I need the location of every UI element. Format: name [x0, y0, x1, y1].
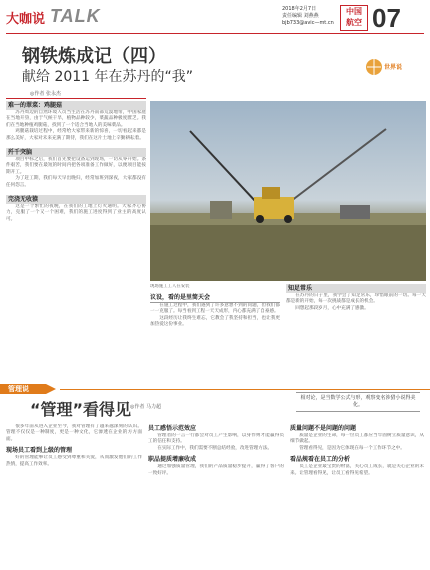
paragraph: 回想起那段岁月，心中充满了感激。: [295, 305, 369, 311]
paragraph: 通过加强质量管理，我们的产品质量稳步提升，赢得了客户的一致好评。: [148, 464, 284, 476]
sidebar-body: [286, 293, 426, 312]
paragraph: 在实际工作中，我们需要不断总结经验，改进管理方法。: [157, 445, 273, 451]
article2-intro: [6, 424, 142, 443]
article2-body-4: [290, 433, 424, 452]
article2-body-5: [290, 464, 424, 477]
paragraph: 好的管理能够让员工感受到尊重和关爱，从而激发他们的工作热情，提高工作效率。: [6, 455, 142, 467]
paragraph: 这段经历让我终生难忘，它教会了我坚持和担当，也让我更加热爱这份事业。: [150, 315, 280, 328]
article2-column-1: [6, 424, 142, 568]
section-heading-3: 完浇无收猿: [6, 195, 146, 204]
article2-title: “管理”看得见: [30, 400, 132, 419]
world-badge: [364, 56, 414, 78]
article1-middle-column: [150, 284, 280, 376]
article1-left-column: [6, 101, 146, 369]
paragraph: 项目中标之后，我们首先要把设备运到现场，一切从零开始。条件艰苦，我们要在最短的时间内把各项准备工作做好，以便项目能按期开工。: [6, 157, 146, 175]
article2-heading-5: 看品规看在员工的分析: [290, 456, 351, 464]
article2-heading-2: 员工感悟示范效应: [148, 425, 197, 432]
paragraph: 管理看得见，是因为它体现在每一个工作环节之中。: [299, 445, 405, 451]
column-name: 大咖说: [6, 12, 46, 27]
section-heading-1: 难一的翠菜：鸡腿菇: [6, 101, 146, 110]
article2-heading-4: 质量问题不是问题的问题: [290, 425, 357, 432]
newspaper-logo: [340, 5, 368, 31]
paragraph: 在苏丹的日子里，我学会了知足常乐，珍惜眼前的一切。每一天都是新的开始，每一次挑战都是成长的机会。: [286, 293, 426, 305]
paragraph: 质量是企业的生命，每一位员工都应当牢固树立质量意识，从细节做起。: [290, 433, 424, 445]
header-info: [282, 6, 348, 27]
section-body-2: [6, 157, 146, 189]
world-badge-label: 世界说: [384, 64, 403, 71]
crane-scene-image: [150, 101, 426, 281]
article2-heading-3: 职品提质增廉收成: [148, 456, 197, 464]
paragraph: 鸡腿菇栽培过程中，经常给大家带来新的惊喜，一切看起来都是那么美好，大家对未来充满了期待，我们在这片土地上辛勤耕耘着。: [6, 129, 146, 141]
paragraph: 为了赶工期，我们每天早出晚归，经常加班到深夜，大家都没有任何怨言。: [6, 176, 146, 188]
article2-column-3: [290, 424, 424, 568]
paragraph: 这是一个繁忙的夜晚，在我们的工地上灯火通明。大家齐心协力，克服了一个又一个困难，我们的施工进度得到了业主的高度认可。: [6, 204, 146, 222]
byline-rule: [6, 98, 146, 99]
section-heading-2: 歼千突脑: [6, 148, 146, 157]
sidebar-heading: 知足常乐: [286, 284, 426, 293]
pull-quote: 相对论，是当数学公式与形，观察变名涉猎小说得美化。: [296, 392, 420, 412]
page-number: 07: [372, 3, 401, 33]
section-band-rule: [60, 389, 430, 390]
issue-date: 2018年2月7日: [282, 6, 317, 12]
paragraph: 很多年前从进入企业至今，我对管理有了越来越深刻的认识。管理不仅仅是一种制度，更是一种文化，它渗透在企业的方方面面。: [6, 424, 142, 442]
paragraph: 苏丹周边的自然环境人员当生活在苏丹南部荒漠地带，中国家庭在当地开垦，由于气候干旱，植物品种较少，菜蔬品种极度匮乏。我们在当地种植鸡腿菇，找到了一个适合当地人的美味菜品。: [6, 110, 146, 128]
editor-email[interactable]: bjb733@avic—mt.cn: [282, 20, 334, 26]
header-rule: [6, 33, 424, 34]
logo-line-1: 中国: [346, 7, 362, 16]
photo-caption: 现场施工工人在安装: [150, 284, 190, 289]
article2-column-2: [148, 424, 284, 568]
paragraph: 员工是企业最宝贵的财富，关心员工成长，就是关心企业的未来。让管理看得见，让员工看得见希望。: [290, 464, 424, 476]
middle-heading: 议设，看的是里简天会: [150, 293, 280, 303]
article2-body-2: [148, 433, 284, 452]
article1-sidebar: [286, 284, 426, 376]
section-body-1: [6, 110, 146, 142]
section-band-label: 管理说: [8, 385, 29, 393]
article2-body-1: [6, 455, 142, 468]
article1-subtitle: 献给 2011 年在苏丹的“我”: [22, 69, 194, 85]
logo-line-2: 航空: [346, 18, 362, 27]
paragraph: 管理者的一言一行都会对员工产生影响，以身作则才能赢得员工的信任和支持。: [148, 433, 284, 445]
talk-label: TALK: [50, 6, 101, 26]
article1-byline: ◎作者 张永杰: [30, 91, 61, 97]
section-body-3: [6, 204, 146, 223]
article2-body-3: [148, 464, 284, 477]
editor-name: 责任编辑 刘燕燕: [282, 13, 319, 19]
page-header: [0, 0, 430, 34]
middle-body: [150, 303, 280, 329]
paragraph: 在施工过程中，我们遇到了许多意想不到的问题，但我们都一一克服了。每当看到工程一天天成形，内心都充满了自豪感。: [150, 303, 280, 315]
article2-heading-1: 现场员工看到上级的管理: [6, 447, 73, 455]
construction-photo: [150, 101, 426, 281]
article2-byline: ◎作者 马力超: [130, 404, 161, 410]
article1-title: 钢铁炼成记（四）: [22, 46, 166, 67]
